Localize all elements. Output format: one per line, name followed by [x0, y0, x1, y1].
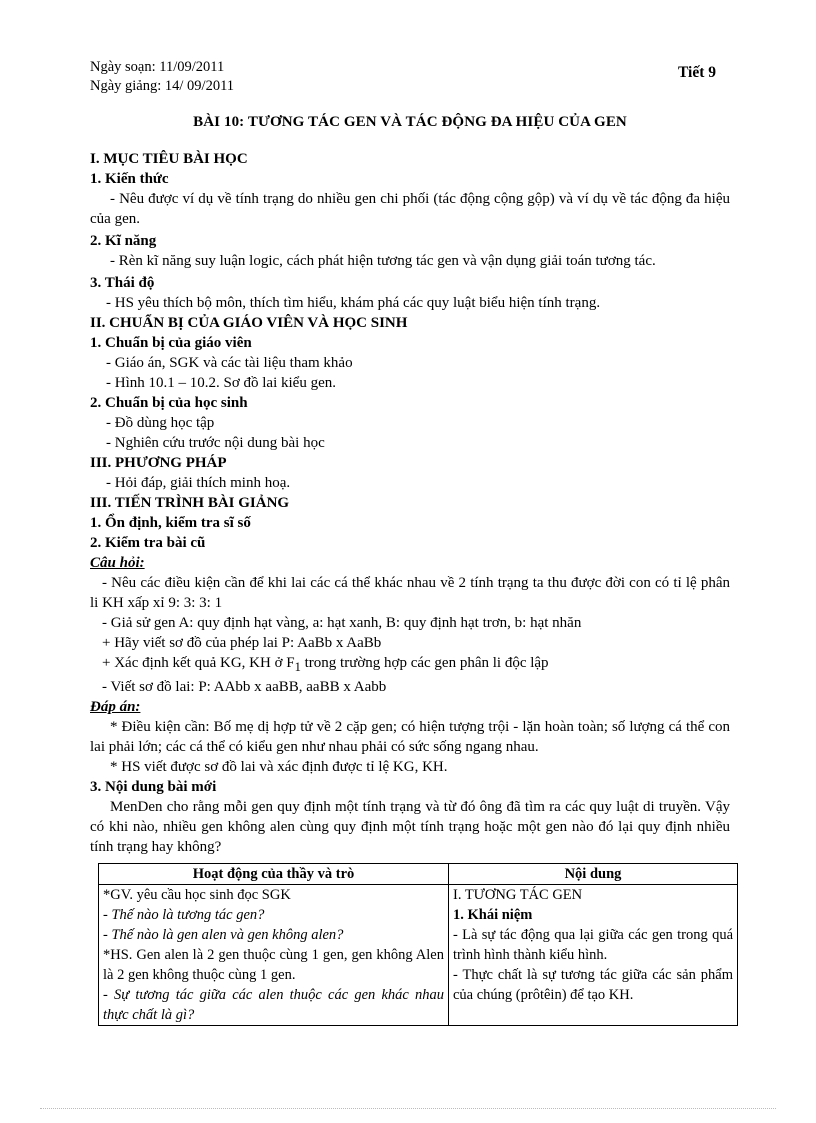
- question-label: Câu hỏi:: [90, 555, 145, 571]
- section-preparation-heading: II. CHUẨN BỊ CỦA GIÁO VIÊN VÀ HỌC SINH: [90, 315, 408, 331]
- activity-line: *GV. yêu cầu học sinh đọc SGK: [103, 887, 291, 903]
- teacher-prep-item: - Giáo án, SGK và các tài liệu tham khảo: [106, 355, 353, 371]
- period-label: Tiết 9: [677, 64, 716, 81]
- teacher-prep-heading: 1. Chuẩn bị của giáo viên: [90, 335, 252, 351]
- answer-line: * HS viết được sơ đồ lai và xác định được tỉ lệ KG, KH.: [110, 759, 448, 775]
- knowledge-text: - Nêu được ví dụ về tính trạng do nhiều gen chi phối (tác động cộng gộp) và ví dụ về tác động đa hiệu của gen.: [90, 191, 730, 227]
- content-subheading: 1. Khái niệm: [453, 907, 533, 923]
- student-prep-heading: 2. Chuẩn bị của học sinh: [90, 395, 248, 411]
- activity-line: - Thế nào là tương tác gen?: [103, 907, 265, 923]
- lesson-title: BÀI 10: TƯƠNG TÁC GEN VÀ TÁC ĐỘNG ĐA HIỆU CỦA GEN: [193, 114, 627, 130]
- activity-line: - Thế nào là gen alen và gen không alen?: [103, 927, 344, 943]
- intro-paragraph: MenDen cho rằng mỗi gen quy định một tính trạng và từ đó ông đã tìm ra các quy luật di truyền. Vậy có khi nào, nhiều gen không alen cùng quy định một tính trạng hoặc một gen nào đó lại quy định nhiều tính trạng hay không?: [90, 799, 730, 855]
- question-line: - Giả sử gen A: quy định hạt vàng, a: hạt xanh, B: quy định hạt trơn, b: hạt nhăn: [102, 615, 582, 631]
- student-prep-item: - Đồ dùng học tập: [106, 415, 215, 431]
- header: [90, 58, 730, 114]
- attitude-heading: 3. Thái độ: [90, 275, 155, 291]
- question-f1-text: + Xác định kết quả KG, KH ở F: [102, 655, 295, 671]
- knowledge-heading: 1. Kiến thức: [90, 171, 169, 187]
- step-stabilize: 1. Ổn định, kiểm tra sĩ số: [90, 515, 251, 531]
- question-line: - Viết sơ đồ lai: P: AAbb x aaBB, aaBB x Aabb: [102, 679, 387, 695]
- question-line: - Nêu các điều kiện cần để khi lai các cá thể khác nhau về 2 tính trạng ta thu được đời con có tỉ lệ phân li KH xấp xỉ 9: 3: 3: 1: [90, 575, 730, 611]
- step-new-content: 3. Nội dung bài mới: [90, 779, 217, 795]
- answer-line: * Điều kiện cần: Bố mẹ dị hợp tử về 2 cặp gen; có hiện tượng trội - lặn hoàn toàn; số lượng cá thể con lai phải lớn; các cá thể có kiểu gen như nhau phải có sức sống ngang nhau.: [90, 719, 730, 755]
- header-dates: [90, 58, 730, 96]
- table-header-row: [99, 864, 738, 885]
- step-review: 2. Kiểm tra bài cũ: [90, 535, 206, 551]
- question-f1-subscript: 1: [294, 660, 301, 674]
- content-heading: I. TƯƠNG TÁC GEN: [453, 887, 583, 903]
- page-bottom-rule: [40, 1108, 776, 1109]
- activity-table: [98, 863, 738, 1026]
- method-text: - Hỏi đáp, giải thích minh hoạ.: [106, 475, 291, 491]
- document-page: [90, 58, 733, 1026]
- table-header-content: Nội dung: [449, 864, 738, 885]
- question-f1-text-end: trong trường hợp các gen phân li độc lập: [300, 655, 549, 671]
- content-cell: [449, 885, 738, 1026]
- skill-text: - Rèn kĩ năng suy luận logic, cách phát hiện tương tác gen và vận dụng giải toán tương tác.: [110, 253, 656, 269]
- teacher-prep-item: - Hình 10.1 – 10.2. Sơ đồ lai kiểu gen.: [106, 375, 336, 391]
- skill-heading: 2. Kĩ năng: [90, 233, 157, 249]
- student-prep-item: - Nghiên cứu trước nội dung bài học: [106, 435, 325, 451]
- attitude-text: - HS yêu thích bộ môn, thích tìm hiểu, khám phá các quy luật biểu hiện tính trạng.: [106, 295, 601, 311]
- question-line-f1: [90, 653, 730, 677]
- answer-label: Đáp án:: [90, 699, 141, 715]
- section-method-heading: III. PHƯƠNG PHÁP: [90, 455, 227, 471]
- question-line: + Hãy viết sơ đồ của phép lai P: AaBb x AaBb: [102, 635, 382, 651]
- section-objectives-heading: I. MỤC TIÊU BÀI HỌC: [90, 151, 248, 167]
- activity-line: - Sự tương tác giữa các alen thuộc các gen khác nhau thực chất là gì?: [103, 987, 444, 1023]
- content-line: - Thực chất là sự tương tác giữa các sản phẩm của chúng (prôtêin) để tạo KH.: [453, 967, 733, 1003]
- section-procedure-heading: III. TIẾN TRÌNH BÀI GIẢNG: [90, 495, 290, 511]
- content-line: - Là sự tác động qua lại giữa các gen trong quá trình hình thành kiểu hình.: [453, 927, 733, 963]
- activities-cell: [99, 885, 449, 1026]
- activity-line: *HS. Gen alen là 2 gen thuộc cùng 1 gen, gen không Alen là 2 gen không thuộc cùng 1 gen.: [103, 947, 444, 983]
- table-header-activities: Hoạt động của thầy và trò: [99, 864, 449, 885]
- date-taught: Ngày giảng: 14/ 09/2011: [90, 78, 235, 94]
- table-row: [99, 885, 738, 1026]
- date-prepared: Ngày soạn: 11/09/2011: [90, 59, 225, 75]
